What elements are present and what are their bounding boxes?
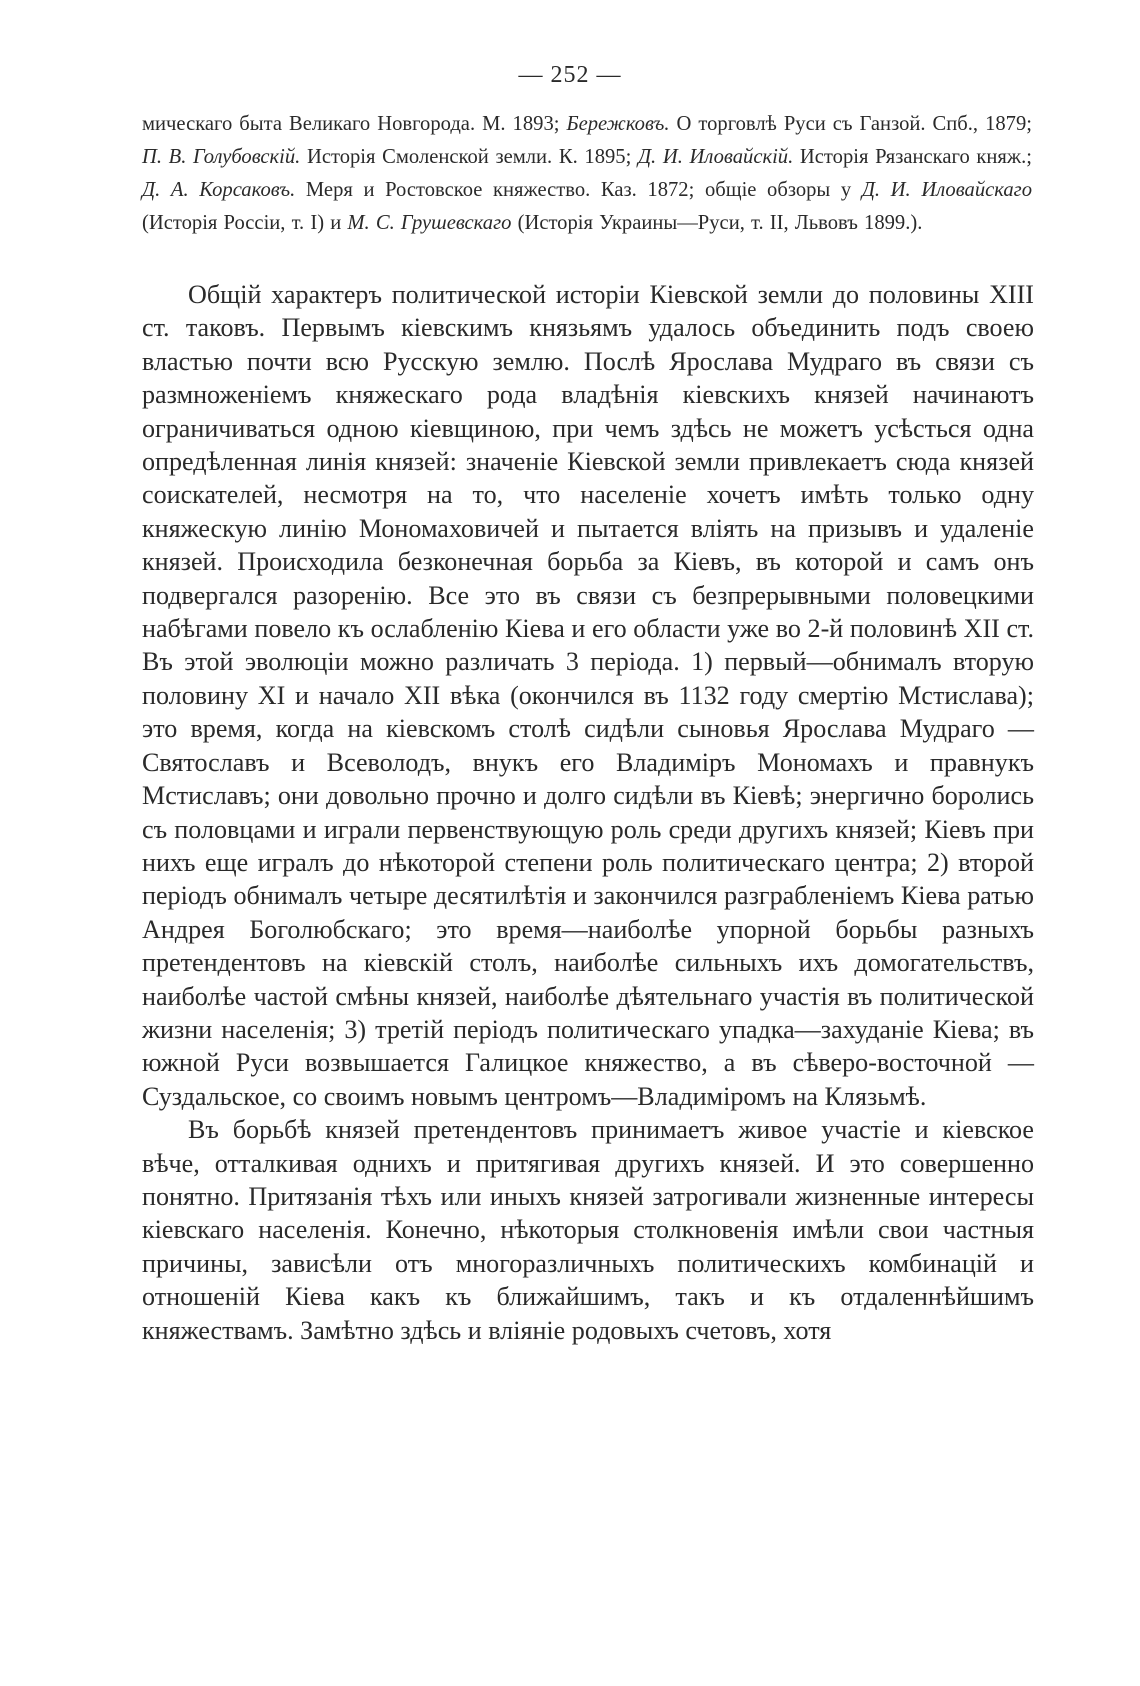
footnote-author: Бережковъ. xyxy=(566,113,670,135)
footnote-text: мическаго быта Великаго Новгорода. М. 1893; xyxy=(142,113,567,135)
footnote-text: Исторія Рязанскаго княж.; xyxy=(793,146,1032,168)
bibliography-footnote xyxy=(142,108,1032,240)
footnote-text: Меря и Ростовское княжество. Каз. 1872; общіе обзоры у xyxy=(295,179,862,201)
body-paragraph: Въ борьбѣ князей претендентовъ принимаетъ живое участіе и кіевское вѣче, отталкивая однихъ и притягивая другихъ князей. И это совершенно понятно. Притязанія тѣхъ или иныхъ князей затрогивали жизненные интересы кіевскаго населенія. Конечно, нѣкоторыя столкновенія имѣли свои частныя причины, зависѣли отъ многоразличныхъ политическихъ комбинацій и отношеній Кіева какъ къ ближайшимъ, такъ и къ отдаленнѣйшимъ княжествамъ. Замѣтно здѣсь и вліяніе родовыхъ счетовъ, хотя xyxy=(142,1115,1034,1345)
footnote-text: Исторія Смоленской земли. К. 1895; xyxy=(300,146,638,168)
footnote-text: О торговлѣ Руси съ Ганзой. Спб., 1879; xyxy=(669,113,1032,135)
footnote-author: П. В. Голубовскій. xyxy=(142,146,301,168)
body-paragraph: Общій характеръ политической исторіи Кіевской земли до половины XIII ст. таковъ. Первымъ кіевскимъ князьямъ удалось объединить подъ своею властью почти всю Русскую землю. Послѣ Ярослава Мудраго въ связи съ размноженіемъ княжескаго рода владѣнія кіевскихъ князей начинаютъ ограничиваться одною кіевщиною, при чемъ здѣсь не можетъ усѣсться одна опредѣленная линія князей: значеніе Кіевской земли привлекаетъ сюда князей соискателей, несмотря на то, что населеніе хочетъ имѣть только одну княжескую линію Мономаховичей и пытается влiять на призывъ и удаленіе князей. Происходила безконечная борьба за Кіевъ, въ которой и самъ онъ подвергался разоренію. Все это въ связи съ безпрерывными половецкими набѣгами повело къ ослабленію Кіева и его области уже во 2-й половинѣ XII ст. Въ этой эволюціи можно различать 3 періода. 1) первый—обнималъ вторую половину XI и начало XII вѣка (окончился въ 1132 году смертію Мстислава); это время, когда на кіевскомъ столѣ сидѣли сыновья Ярослава Мудраго — Святославъ и Всеволодъ, внукъ его Владиміръ Мономахъ и правнукъ Мстиславъ; они довольно прочно и долго сидѣли въ Кіевѣ; энергично боролись съ половцами и играли первенствующую роль среди другихъ князей; Кіевъ при нихъ еще игралъ до нѣкоторой степени роль политическаго центра; 2) второй періодъ обнималъ четыре десятилѣтія и закончился разграбленіемъ Кіева ратью Андрея Боголюбскаго; это время—наиболѣе упорной борьбы разныхъ претендентовъ на кіевскій столъ, наиболѣе сильныхъ ихъ домогательствъ, наиболѣе частой смѣны князей, наиболѣе дѣятельнаго участія въ политической жизни населенія; 3) третій періодъ политическаго упадка—захуданіе Кіева; въ южной Руси возвышается Галицкое княжество, а въ сѣверо-восточной — Суздальское, со своимъ новымъ центромъ—Владиміромъ на Клязьмѣ. xyxy=(142,280,1034,1111)
footnote-author: Д. И. Иловайскій. xyxy=(637,146,794,168)
footnote-author: Д. А. Корсаковъ. xyxy=(142,179,296,201)
footnote-text: (Исторія Украины—Руси, т. II, Львовъ 1899.). xyxy=(511,212,923,234)
footnote-author: М. С. Грушевскаго xyxy=(347,212,512,234)
footnote-text: (Исторія Россіи, т. I) и xyxy=(142,212,348,234)
footnote-author: Д. И. Иловайскаго xyxy=(861,179,1032,201)
page-number: — 252 — xyxy=(518,62,622,88)
main-text xyxy=(142,278,1034,1347)
